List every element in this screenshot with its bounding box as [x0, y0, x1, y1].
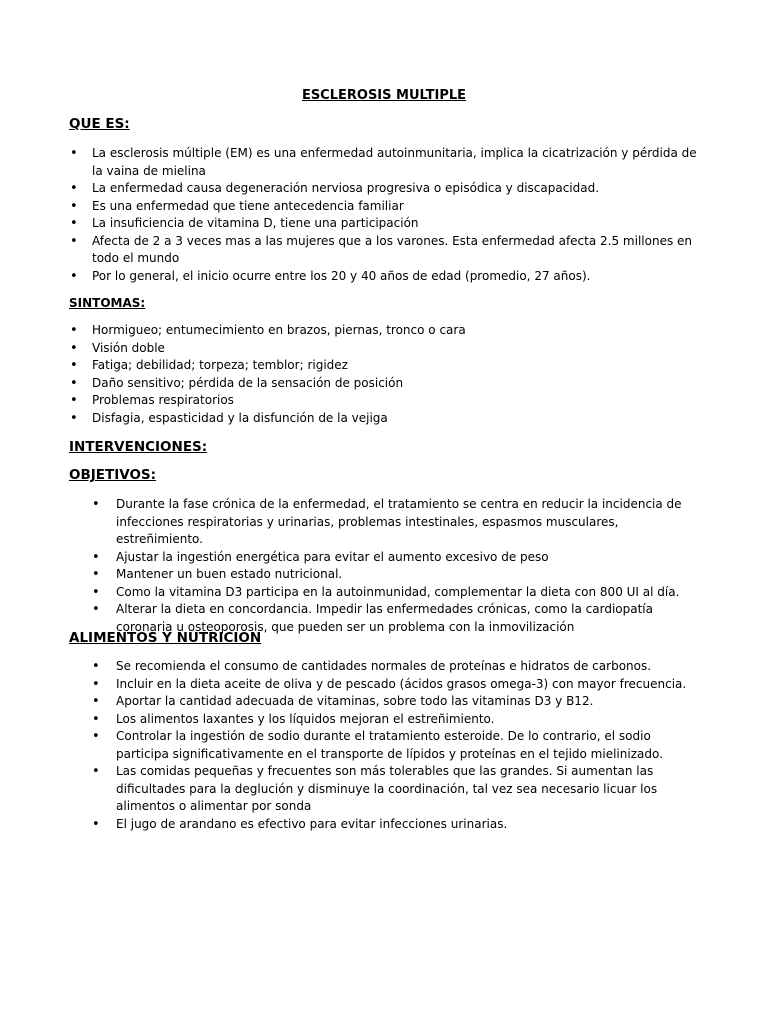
- heading-que-es: QUE ES:: [69, 116, 130, 132]
- list-item: • La esclerosis múltiple (EM) es una enfermedad autoinmunitaria, implica la cicatrización y pérdida de la vaina de mielina: [92, 145, 702, 180]
- list-item: • La enfermedad causa degeneración nerviosa progresiva o episódica y discapacidad.: [92, 180, 702, 198]
- heading-alimentos: ALIMENTOS Y NUTRICION: [69, 630, 262, 646]
- list-item: • Problemas respiratorios: [92, 392, 702, 410]
- list-item: • Visión doble: [92, 340, 702, 358]
- list-item: • Por lo general, el inicio ocurre entre los 20 y 40 años de edad (promedio, 27 años).: [92, 268, 702, 286]
- list-que-es: [92, 145, 702, 285]
- list-alimentos: [116, 658, 706, 833]
- list-item: • Como la vitamina D3 participa en la autoinmunidad, complementar la dieta con 800 UI al día.: [116, 584, 706, 602]
- list-item: • Se recomienda el consumo de cantidades normales de proteínas e hidratos de carbonos.: [116, 658, 706, 676]
- list-sintomas: [92, 322, 702, 427]
- list-objetivos: [116, 496, 706, 636]
- heading-sintomas: SINTOMAS:: [69, 296, 146, 310]
- list-item: • Alterar la dieta en concordancia. Impedir las enfermedades crónicas, como la cardiopatía coronaria u osteoporosis, que pueden ser un problema con la inmovilización: [116, 601, 706, 636]
- list-item: • Fatiga; debilidad; torpeza; temblor; rigidez: [92, 357, 702, 375]
- list-item: • El jugo de arandano es efectivo para evitar infecciones urinarias.: [116, 816, 706, 834]
- document-title: ESCLEROSIS MULTIPLE: [301, 88, 467, 103]
- list-item: • Incluir en la dieta aceite de oliva y de pescado (ácidos grasos omega-3) con mayor frecuencia.: [116, 676, 706, 694]
- list-item: • Ajustar la ingestión energética para evitar el aumento excesivo de peso: [116, 549, 706, 567]
- heading-objetivos: OBJETIVOS:: [69, 467, 157, 483]
- list-item: • Controlar la ingestión de sodio durante el tratamiento esteroide. De lo contrario, el sodio participa significativamente en el transporte de lípidos y proteínas en el tejido mielinizado.: [116, 728, 706, 763]
- list-item: • Mantener un buen estado nutricional.: [116, 566, 706, 584]
- list-item: • Afecta de 2 a 3 veces mas a las mujeres que a los varones. Esta enfermedad afecta 2.5 millones en todo el mundo: [92, 233, 702, 268]
- list-item: • Daño sensitivo; pérdida de la sensación de posición: [92, 375, 702, 393]
- list-item: • La insuficiencia de vitamina D, tiene una participación: [92, 215, 702, 233]
- list-item: • Disfagia, espasticidad y la disfunción de la vejiga: [92, 410, 702, 428]
- list-item: • Los alimentos laxantes y los líquidos mejoran el estreñimiento.: [116, 711, 706, 729]
- list-item: • Es una enfermedad que tiene antecedencia familiar: [92, 198, 702, 216]
- list-item: • Aportar la cantidad adecuada de vitaminas, sobre todo las vitaminas D3 y B12.: [116, 693, 706, 711]
- heading-intervenciones: INTERVENCIONES:: [69, 439, 208, 455]
- list-item: • Durante la fase crónica de la enfermedad, el tratamiento se centra en reducir la incidencia de infecciones respiratorias y urinarias, problemas intestinales, espasmos musculares, estreñimiento.: [116, 496, 706, 549]
- list-item: • Hormigueo; entumecimiento en brazos, piernas, tronco o cara: [92, 322, 702, 340]
- list-item: • Las comidas pequeñas y frecuentes son más tolerables que las grandes. Si aumentan las dificultades para la deglución y disminuye la coordinación, tal vez sea necesario licuar los alimentos o alimentar por sonda: [116, 763, 706, 816]
